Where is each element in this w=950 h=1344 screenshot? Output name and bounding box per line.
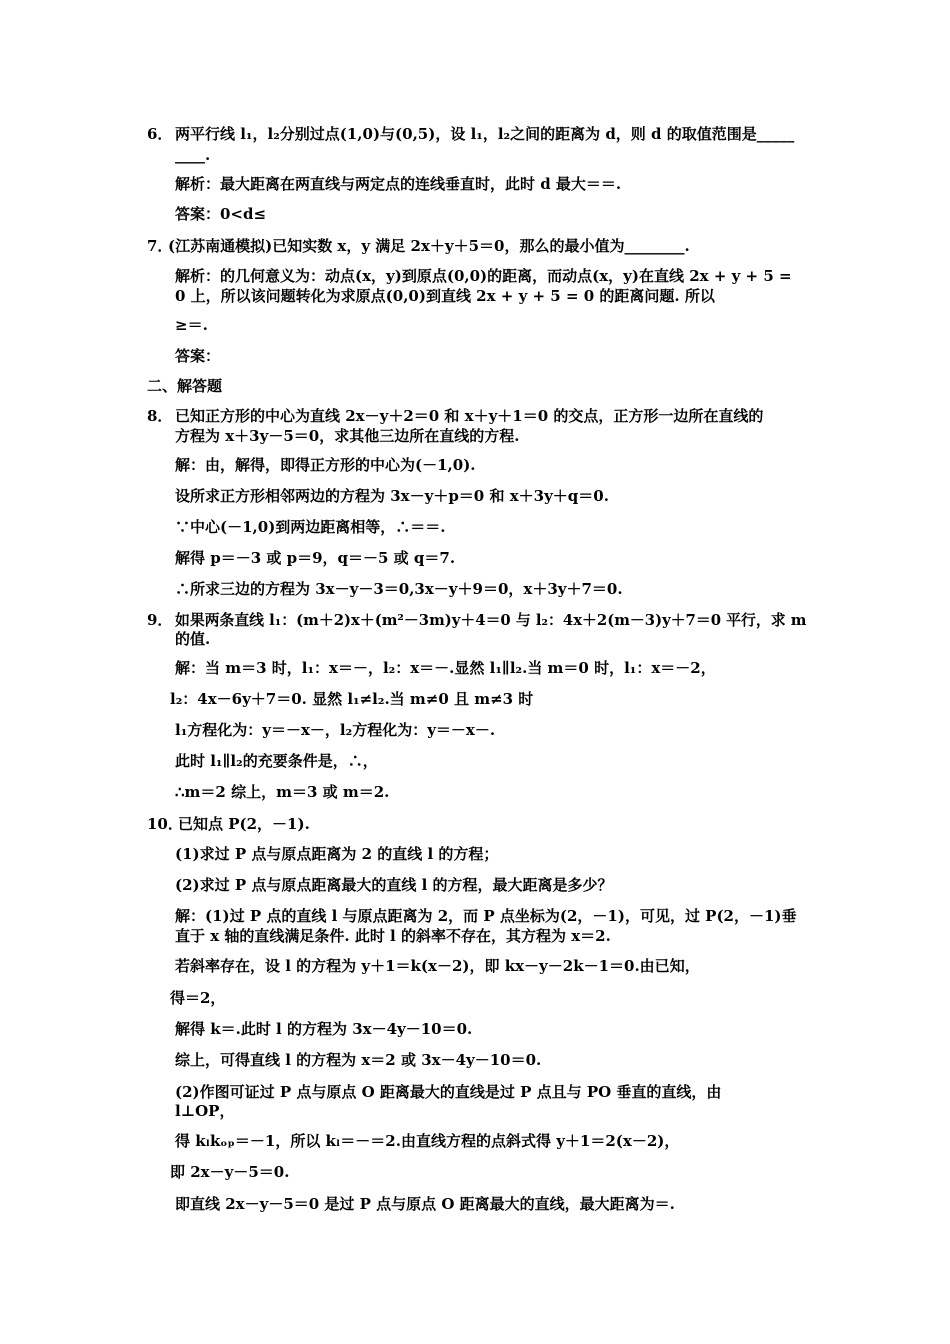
problem-text: 方程为 x＋3y－5＝0，求其他三边所在直线的方程. [175,427,520,445]
problem-text: (2)求过 P 点与原点距离最大的直线 l 的方程，最大距离是多少？ [175,876,613,894]
solution-text: 得＝2， [170,989,226,1007]
solution-text: (2)作图可证过 P 点与原点 O 距离最大的直线是过 P 点且与 PO 垂直的直线，由 [175,1083,722,1101]
solution-text: 解：(1)过 P 点的直线 l 与原点距离为 2，而 P 点坐标为(2，－1)，可见，过 P(2，－1)垂 [175,907,797,925]
solution-text: 直于 x 轴的直线满足条件. 此时 l 的斜率不存在，其方程为 x＝2. [175,927,611,945]
solution-text: ∴所求三边的方程为 3x－y－3＝0,3x－y＋9＝0，x＋3y＋7＝0. [175,580,623,598]
solution-text: 解得 k＝.此时 l 的方程为 3x－4y－10＝0. [175,1020,473,1038]
solution-text: 若斜率存在，设 l 的方程为 y＋1＝k(x－2)，即 kx－y－2k－1＝0.由已知， [175,957,700,975]
problem-text: (江苏南通模拟)已知实数 x，y 满足 2x＋y＋5＝0，那么的最小值为________. [168,237,690,255]
solution-text: ∵中心(－1,0)到两边距离相等，∴＝＝. [175,518,446,536]
section-heading: 二、解答题 [147,377,223,395]
analysis-text: 解析：最大距离在两直线与两定点的连线垂直时，此时 d 最大＝＝. [175,175,622,193]
solution-text: 设所求正方形相邻两边的方程为 3x－y＋p＝0 和 x＋3y＋q＝0. [175,487,609,505]
problem-text: 两平行线 l₁，l₂分别过点(1,0)与(0,5)，设 l₁，l₂之间的距离为 d，则 d 的取值范围是_____ [175,125,795,143]
problem-number: 10． [147,815,183,833]
problem-text: 如果两条直线 l₁：(m＋2)x＋(m²－3m)y＋4＝0 与 l₂：4x＋2(m－3)y＋7＝0 平行，求 m [175,611,807,629]
problem-number: 7． [147,237,173,255]
solution-text: 综上，可得直线 l 的方程为 x＝2 或 3x－4y－10＝0. [175,1051,542,1069]
solution-text: ∴m＝2 综上，m＝3 或 m＝2. [175,783,390,801]
problem-text: ____. [175,146,211,164]
analysis-text: ≥＝. [175,316,208,334]
solution-text: l⊥OP， [175,1102,235,1120]
analysis-text: 解析：的几何意义为：动点(x，y)到原点(0,0)的距离，而动点(x，y)在直线 2x + y + 5 = [175,267,792,285]
answer-text: 答案： [175,347,221,365]
solution-text: l₂：4x－6y＋7＝0. 显然 l₁≠l₂.当 m≠0 且 m≠3 时 [170,690,534,708]
problem-number: 9． [147,611,173,629]
solution-text: 解：当 m＝3 时，l₁：x＝－，l₂：x＝－.显然 l₁∥l₂.当 m＝0 时，l₁：x＝－2， [175,659,716,677]
solution-text: 即直线 2x－y－5＝0 是过 P 点与原点 O 距离最大的直线，最大距离为＝. [175,1195,675,1213]
solution-text: 解得 p＝－3 或 p＝9，q＝－5 或 q＝7. [175,549,456,567]
problem-number: 8． [147,407,173,425]
answer-text: 答案：0<d≤ [175,205,267,223]
solution-text: 即 2x－y－5＝0. [170,1163,290,1181]
solution-text: l₁方程化为：y＝－x－，l₂方程化为：y＝－x－. [175,721,496,739]
problem-number: 6． [147,125,173,143]
problem-text: 已知点 P(2，－1). [178,815,310,833]
problem-text: (1)求过 P 点与原点距离为 2 的直线 l 的方程； [175,845,499,863]
problem-text: 的值. [175,630,211,648]
analysis-text: 0 上，所以该问题转化为求原点(0,0)到直线 2x + y + 5 = 0 的距离问题. 所以 [175,287,715,305]
solution-text: 此时 l₁∥l₂的充要条件是，∴， [175,752,378,770]
solution-text: 解：由，解得，即得正方形的中心为(－1,0). [175,456,476,474]
solution-text: 得 kₗkₒₚ＝－1，所以 kₗ＝－＝2.由直线方程的点斜式得 y＋1＝2(x－2)， [175,1132,680,1150]
problem-text: 已知正方形的中心为直线 2x－y＋2＝0 和 x＋y＋1＝0 的交点，正方形一边所在直线的 [175,407,764,425]
